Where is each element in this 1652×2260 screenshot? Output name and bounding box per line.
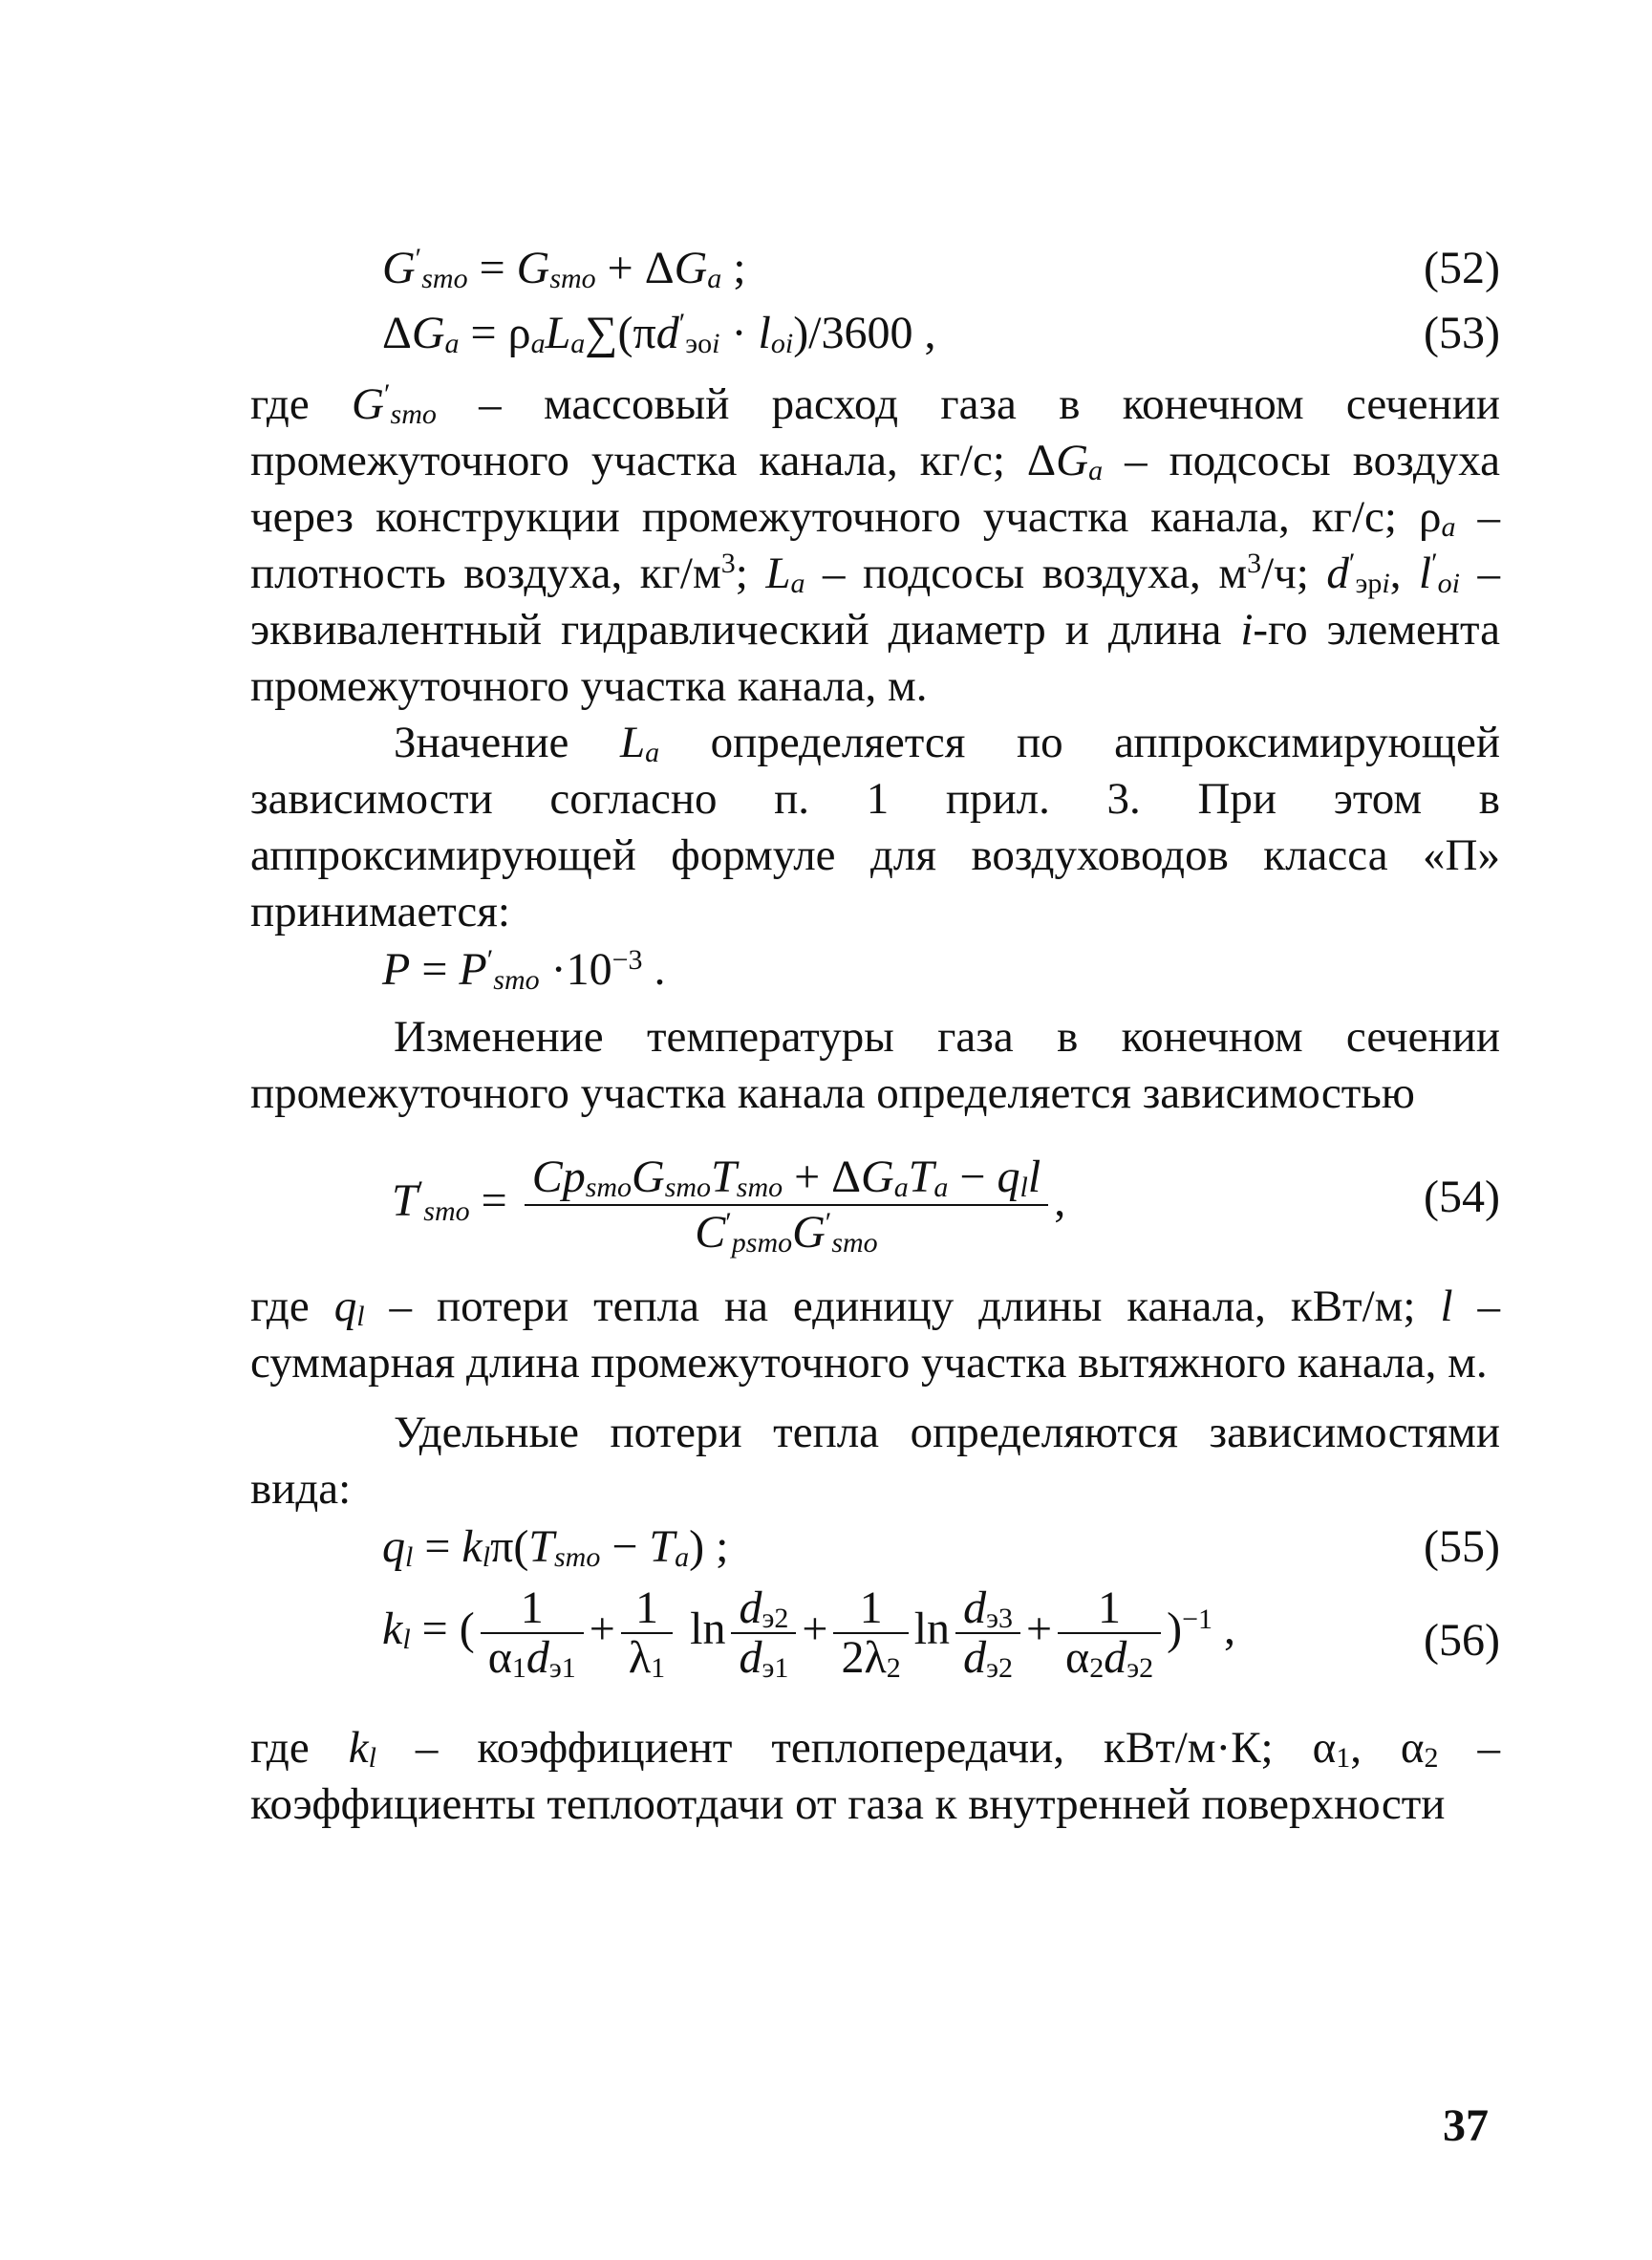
equation-54-body: $T'_{smo}$ = $\frac{Cp_{smo}G_{smo}T_{smo} + \Delta G_aT_a - q_ll}{C'_{psmo}G'_{smo}}$ , bbox=[392, 1152, 1066, 1259]
page-number: 37 bbox=[1443, 2100, 1489, 2151]
equation-53-body: $\Delta G_a = \rho_aL_a\sum(\pi d'_{эоi} \cdot l_{oi})/3600$ , bbox=[382, 307, 936, 359]
equation-55-number: (55) bbox=[1424, 1521, 1500, 1572]
paragraph-definitions-1: где $G'_{smo}$ – массовый расход газа в конечном сечении промежуточного участка канала, кг/с; $\Delta G_a$ – подсосы воздуха через конструкции промежуточного участка канала, кг/с; $\rho_a$ – плотность воздуха, $кг/м^3$; $L_a$ – подсосы воздуха, $м^3/ч$; $d'_{эрi}$, $l'_{oi}$ – эквивалентный гидравлический диаметр и длина i-го элемента промежуточного участка канала, м. bbox=[250, 377, 1501, 711]
equation-56-number: (56) bbox=[1424, 1615, 1500, 1666]
paragraph-temperature-change: Изменение температуры газа в конечном сечении промежуточного участка канала определяется зависимостью bbox=[250, 1012, 1500, 1118]
equation-54-fraction bbox=[525, 1151, 1049, 1259]
equation-52-body: $G'_{smo} = G_{smo} + \Delta G_a$ ; bbox=[382, 242, 746, 294]
equation-52-number: (52) bbox=[1424, 243, 1500, 293]
equation-54-numerator: $Cp_{smo}G_{smo}T_{smo} + \Delta G_aT_a - q_ll$ bbox=[531, 1152, 1041, 1203]
equation-56 bbox=[250, 1577, 1500, 1703]
equation-56-body: $k_l$ = ( $\frac{1}{\alpha_1d_{э1}}$ + $\frac{1}{\lambda_1}$ ln $\frac{d_{э2}}{d_{э1}}$ + $\frac{1}{2\lambda_2}$ ln $\frac{d_{э3}}{d_{э2}}$ + $\frac{1}{\alpha_2d_{э2}}$ )$^{-1}$ , bbox=[382, 1582, 1235, 1684]
paragraph-heat-transfer: где $k_l$ – коэффициент теплопередачи, кВт/м·К; $\alpha_1$, $\alpha_2$ – коэффициенты теплоотдачи от газа к внутренней поверхности bbox=[250, 1723, 1501, 1829]
paragraph-heat-loss-definition: где $q_l$ – потери тепла на единицу длины канала, кВт/м; l – суммарная длина промежуточного участка вытяжного канала, м. bbox=[250, 1281, 1500, 1388]
equation-53 bbox=[250, 304, 1500, 363]
paragraph-approximation: Значение $L_a$ определяется по аппроксимирующей зависимости согласно п. 1 прил. 3. При этом в аппроксимирующей формуле для воздуховодов класса «П» принимается: bbox=[250, 718, 1500, 936]
equation-55 bbox=[250, 1517, 1500, 1577]
equation-pressure bbox=[250, 940, 1500, 1000]
page-content bbox=[250, 239, 1500, 1833]
paragraph-specific-losses: Удельные потери тепла определяются зависимостями вида: bbox=[250, 1408, 1500, 1514]
equation-54-denominator: $C'_{psmo}G'_{smo}$ bbox=[525, 1204, 1049, 1259]
equation-55-body: $q_l = k_l\pi(T_{smo} - T_a)$ ; bbox=[382, 1521, 729, 1573]
equation-54-number: (54) bbox=[1424, 1172, 1500, 1222]
equation-54 bbox=[250, 1122, 1500, 1273]
equation-52 bbox=[250, 239, 1500, 298]
equation-pressure-body: $P = P'_{smo} \cdot 10^{-3}$ . bbox=[382, 943, 666, 996]
equation-53-number: (53) bbox=[1424, 308, 1500, 358]
